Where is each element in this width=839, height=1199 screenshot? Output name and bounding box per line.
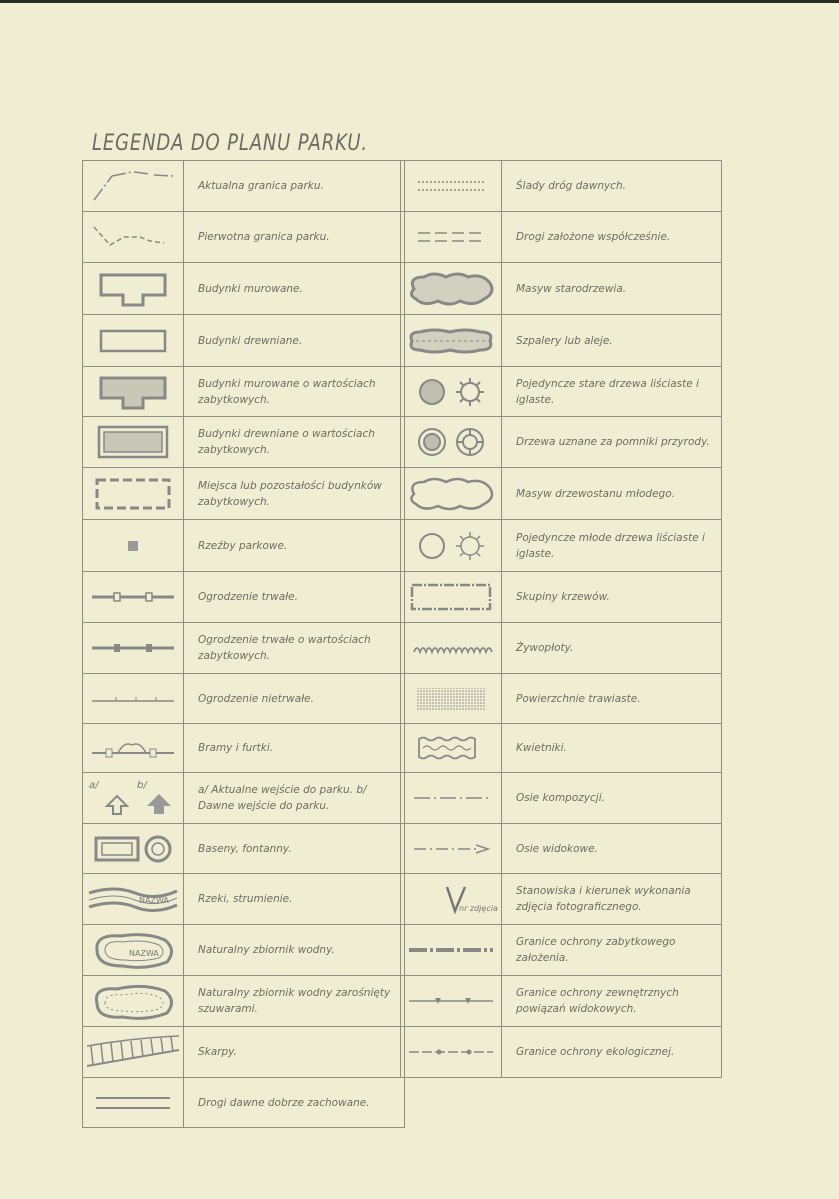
- legend-label: Budynki drewniane o wartościach zabytkowych.: [198, 428, 375, 456]
- legend-row: [401, 315, 722, 367]
- legend-left-table: [82, 160, 405, 1128]
- legend-row: [83, 1078, 405, 1128]
- legend-label: Granice ochrony zabytkowego założenia.: [516, 936, 676, 964]
- legend-label: Pojedyncze stare drzewa liściaste i iglaste.: [516, 377, 699, 406]
- gate-icon: [83, 724, 184, 773]
- legend-label: Szpalery lub aleje.: [516, 334, 613, 347]
- old-tree-mass-icon: [401, 263, 502, 315]
- legend-row: [83, 212, 405, 263]
- legend-label: Granice ochrony zewnętrznych powiązań widokowych.: [516, 987, 679, 1015]
- legend-row: [83, 572, 405, 623]
- legend-label: Budynki drewniane.: [198, 334, 303, 347]
- historic-brick-building-icon: [83, 367, 184, 417]
- historic-fence-icon: [83, 623, 184, 674]
- legend-label: Osie widokowe.: [516, 842, 598, 855]
- heritage-protection-boundary-icon: [401, 925, 502, 976]
- legend-row: [401, 824, 722, 874]
- legend-row: [83, 315, 405, 367]
- original-park-boundary-icon: [83, 212, 184, 263]
- legend-label: Pierwotna granica parku.: [198, 231, 330, 243]
- legend-right-table: [400, 160, 722, 1078]
- legend-label: Rzeźby parkowe.: [198, 539, 288, 552]
- temporary-fence-icon: [83, 674, 184, 724]
- legend-row: [401, 674, 722, 724]
- modern-road-icon: [401, 212, 502, 263]
- legend-row: [83, 263, 405, 315]
- pond-icon: [83, 925, 184, 976]
- young-single-trees-icon: [401, 520, 502, 572]
- legend-row: [83, 674, 405, 724]
- pool-fountain-icon: [83, 824, 184, 874]
- sculpture-icon: [83, 520, 184, 572]
- current-park-boundary-icon: [83, 161, 184, 212]
- legend-label: Naturalny zbiornik wodny.: [198, 944, 335, 956]
- legend-label: Drogi założone współcześnie.: [516, 231, 671, 243]
- alley-icon: [401, 315, 502, 367]
- legend-row: [401, 468, 722, 520]
- page-title: LEGENDA DO PLANU PARKU.: [92, 131, 368, 156]
- legend-row: [83, 773, 405, 824]
- overgrown-pond-icon: [83, 976, 184, 1027]
- view-protection-boundary-icon: [401, 976, 502, 1027]
- legend-row: [401, 976, 722, 1027]
- legend-row: [401, 925, 722, 976]
- old-road-traces-icon: [401, 161, 502, 212]
- escarpment-icon: [83, 1027, 184, 1078]
- legend-label: Baseny, fontanny.: [198, 842, 292, 855]
- young-tree-mass-icon: [401, 468, 502, 520]
- entrance-a-label: a/: [89, 780, 99, 791]
- river-icon-text: NAZWA: [139, 896, 169, 905]
- legend-row: [83, 367, 405, 417]
- building-remains-icon: [83, 468, 184, 520]
- photo-station-icon: [401, 874, 502, 925]
- legend-label: Powierzchnie trawiaste.: [516, 692, 641, 705]
- shrub-group-icon: [401, 572, 502, 623]
- legend-label: Skupiny krzewów.: [516, 591, 610, 603]
- legend-label: Masyw starodrzewia.: [516, 282, 627, 295]
- flowerbed-icon: [401, 724, 502, 773]
- legend-row: [401, 212, 722, 263]
- legend-label: Rzeki, strumienie.: [198, 893, 293, 905]
- old-single-trees-icon: [401, 367, 502, 417]
- legend-row: [401, 520, 722, 572]
- legend-label: Ślady dróg dawnych.: [516, 180, 626, 192]
- legend-label: Żywopłoty.: [516, 642, 574, 654]
- old-road-icon: [83, 1078, 184, 1128]
- legend-row: [401, 367, 722, 417]
- scan-top-edge: [0, 0, 839, 3]
- entrance-arrows-icon: [83, 773, 184, 824]
- legend-label: Kwietniki.: [516, 742, 567, 754]
- entrance-b-label: b/: [137, 780, 147, 791]
- permanent-fence-icon: [83, 572, 184, 623]
- legend-row: [83, 161, 405, 212]
- legend-row: [401, 263, 722, 315]
- legend-row: [401, 623, 722, 674]
- legend-label: Drzewa uznane za pomniki przyrody.: [516, 436, 710, 448]
- legend-label: a/ Aktualne wejście do parku. b/ Dawne wejście do parku.: [198, 784, 367, 812]
- legend-label: Ogrodzenie nietrwałe.: [198, 692, 314, 705]
- river-icon: [83, 874, 184, 925]
- legend-row: [83, 623, 405, 674]
- legend-row: [83, 417, 405, 468]
- ecological-protection-boundary-icon: [401, 1027, 502, 1078]
- legend-label: Stanowiska i kierunek wykonania zdjęcia fotograficznego.: [516, 885, 691, 913]
- view-axis-icon: [401, 824, 502, 874]
- legend-row: [83, 824, 405, 874]
- legend-label: Naturalny zbiornik wodny zarośnięty szuwarami.: [198, 987, 391, 1015]
- legend-label: Drogi dawne dobrze zachowane.: [198, 1096, 370, 1109]
- legend-row: [83, 874, 405, 925]
- legend-label: Aktualna granica parku.: [198, 180, 324, 192]
- legend-label: Budynki murowane.: [198, 282, 303, 295]
- pond-icon-text: NAZWA: [129, 949, 159, 958]
- legend-row: [401, 572, 722, 623]
- legend-row: [401, 874, 722, 925]
- legend-row: [83, 1027, 405, 1078]
- legend-row: [83, 468, 405, 520]
- legend-label: Budynki murowane o wartościach zabytkowych.: [198, 377, 376, 406]
- hedge-icon: [401, 623, 502, 674]
- legend-row: [401, 161, 722, 212]
- legend-row: [83, 520, 405, 572]
- legend-label: Skarpy.: [198, 1046, 237, 1058]
- legend-label: Bramy i furtki.: [198, 742, 274, 754]
- legend-label: Miejsca lub pozostałości budynków zabytkowych.: [198, 479, 382, 508]
- historic-wooden-building-icon: [83, 417, 184, 468]
- brick-building-icon: [83, 263, 184, 315]
- legend-label: Masyw drzewostanu młodego.: [516, 487, 675, 500]
- legend-row: [401, 773, 722, 824]
- wooden-building-icon: [83, 315, 184, 367]
- legend-row: [83, 724, 405, 773]
- photo-station-icon-text: nr zdjęcia: [459, 904, 498, 913]
- legend-label: Osie kompozycji.: [516, 792, 605, 804]
- legend-label: Ogrodzenie trwałe.: [198, 591, 298, 603]
- composition-axis-icon: [401, 773, 502, 824]
- legend-label: Pojedyncze młode drzewa liściaste i iglaste.: [516, 531, 705, 560]
- legend-row: [401, 1027, 722, 1078]
- legend-row: [401, 724, 722, 773]
- lawn-icon: [401, 674, 502, 724]
- legend-label: Granice ochrony ekologicznej.: [516, 1046, 675, 1058]
- legend-row: [83, 925, 405, 976]
- legend-label: Ogrodzenie trwałe o wartościach zabytkowych.: [198, 634, 371, 662]
- legend-row: [401, 417, 722, 468]
- legend-row: [83, 976, 405, 1027]
- monument-trees-icon: [401, 417, 502, 468]
